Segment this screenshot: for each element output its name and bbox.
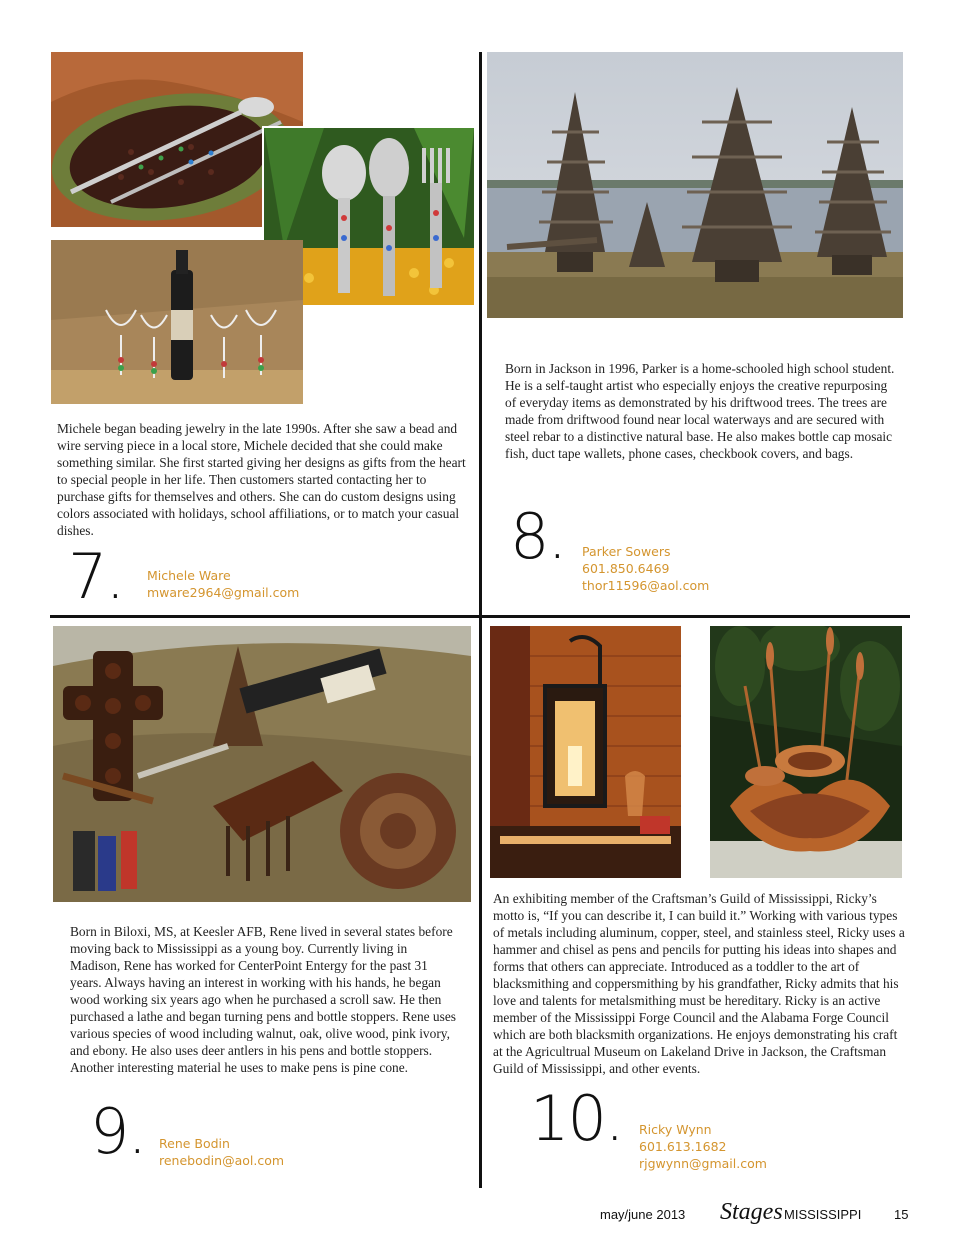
page-number: 15 [894,1207,909,1222]
bio-parker-sowers: Born in Jackson in 1996, Parker is a home-schooled high school student. He is a self-taught artist who especially enjoys the creative repurposing of everyday items as demonstrated by his driftwood trees. The trees are made from driftwood found near local waterways and are secured with steel rebar to a distinctive natural base. He also makes bottle cap mosaic fish, duct tape wallets, phone cases, checkbook covers, and bags. [505,361,895,461]
phone-number: 601.613.1682 [639,1139,727,1154]
artist-number-8: 8. [510,500,566,573]
magazine-name: MISSISSIPPI [784,1207,862,1222]
artist-name: Parker Sowers [582,544,671,559]
copper-flower-sculpture-photo [710,626,902,878]
issue-date: may/june 2013 [600,1207,686,1222]
contact-ricky-wynn [639,1121,767,1172]
email-link[interactable]: renebodin@aol.com [159,1153,285,1168]
driftwood-trees-photo [487,52,903,318]
email-link[interactable]: mware2964@gmail.com [147,585,300,600]
phone-number: 601.850.6469 [582,561,670,576]
iron-lantern-photo [490,626,681,878]
artist-name: Rene Bodin [159,1136,230,1151]
stages-logo: Stages [720,1199,783,1225]
vertical-divider [479,52,482,1188]
contact-michele-ware [147,567,299,601]
woodworking-pieces-photo [53,626,471,902]
contact-rene-bodin [159,1135,284,1169]
artist-number-10: 10. [530,1082,623,1155]
beaded-wine-glasses-photo [51,240,303,404]
email-link[interactable]: thor11596@aol.com [582,578,710,593]
artist-number-7: 7. [68,540,124,613]
email-link[interactable]: rjgwynn@gmail.com [639,1156,767,1171]
contact-parker-sowers [582,543,709,594]
artist-number-9: 9. [90,1095,146,1168]
bio-michele-ware: Michele began beading jewelry in the late 1990s. After she saw a bead and wire serving piece in a local store, Michele decided that she could make something similar. She first started giving her designs as gifts from the heart to special people in her life. Then customers started contacting her to purchase gifts for themselves and others. She can do custom designs using colors associated with holidays, school affiliations, or to match your casual dishes. [57,421,466,538]
artist-name: Ricky Wynn [639,1122,712,1137]
bio-ricky-wynn: An exhibiting member of the Craftsman’s Guild of Mississippi, Ricky’s motto is, “If you can describe it, I can build it.” Working with various types of metals including aluminum, copper, steel, and stainless steel, Ricky uses a hammer and chisel as pens and pencils for putting his ideas into shapes and forms that others can appreciate. Introduced as a toddler to the art of blacksmithing and coppersmithing by his grandfather, Ricky admits that his love and talents for metalsmithing must be hereditary. Ricky is an active member of the Mississippi Forge Council and the Alabama Forge Council which are both blacksmith organizations. He enjoys demonstrating his craft at the Agricultrual Museum on Lakeland Drive in Jackson, the Craftsman Guild of Mississippi, and other events. [493,891,905,1076]
bio-rene-bodin: Born in Biloxi, MS, at Keesler AFB, Rene lived in several states before moving back to Mississippi as a young boy. Currently living in Madison, Rene has worked for CenterPoint Entergy for the past 31 years. Always having an interest in working with his hands, he began wood working six years ago when he purchased a scroll saw. He then purchased a lathe and began turning pens and bottle stoppers. Rene uses various species of wood including walnut, oak, olive wood, pink ivory, and ebony. He also uses deer antlers in his pens and bottle stoppers. Another interesting material he uses to make pens is pine cone. [70,924,456,1075]
artist-name: Michele Ware [147,568,231,583]
horizontal-divider [50,615,910,618]
